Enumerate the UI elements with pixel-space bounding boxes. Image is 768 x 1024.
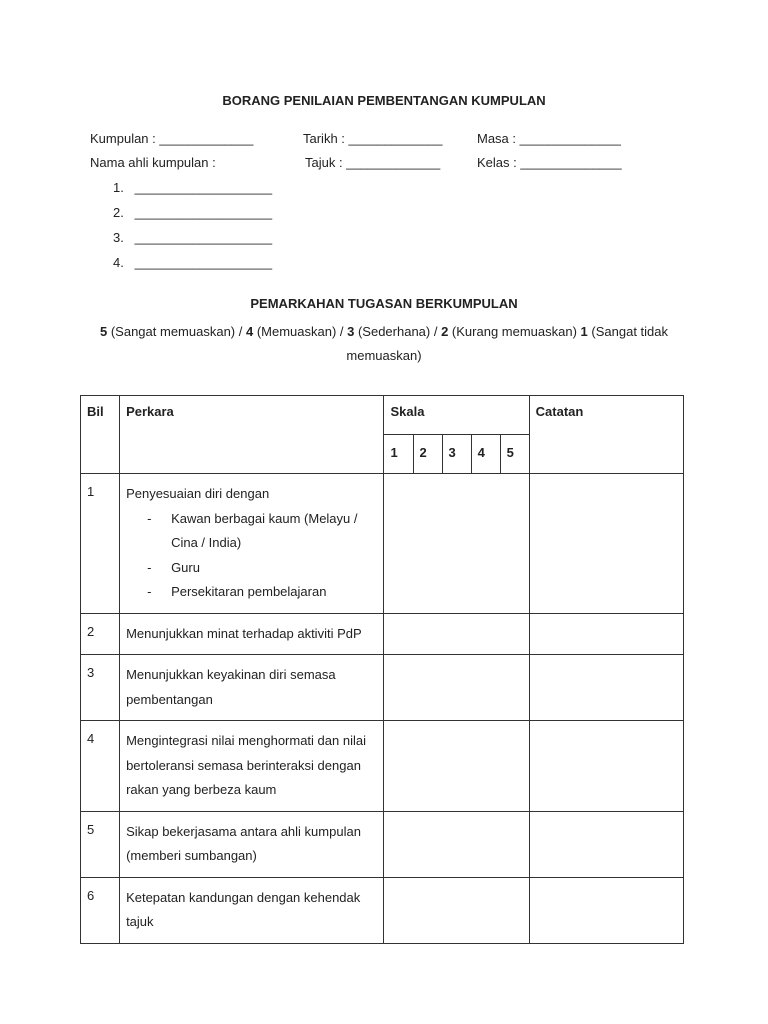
criterion-sub-item bbox=[126, 556, 377, 581]
tajuk-field: Tajuk : _____________ bbox=[305, 155, 441, 170]
member-line-4: 4. ___________________ bbox=[113, 255, 273, 270]
criterion-text: Menunjukkan minat terhadap aktiviti PdP bbox=[120, 613, 384, 655]
scale-2-desc: (Kurang memuaskan) bbox=[448, 324, 581, 339]
member-line-3: 3. ___________________ bbox=[113, 230, 273, 245]
header-row bbox=[81, 396, 684, 435]
catatan-cell[interactable] bbox=[529, 721, 683, 812]
sub-item-text: Guru bbox=[171, 559, 200, 575]
scale-1-desc: (Sangat tidak memuaskan) bbox=[346, 324, 668, 363]
kelas-field: Kelas : ______________ bbox=[477, 155, 622, 170]
scale-cell[interactable] bbox=[384, 655, 529, 721]
dash-bullet: - bbox=[147, 510, 152, 526]
scale-col-3: 3 bbox=[442, 435, 471, 474]
scoring-title: PEMARKAHAN TUGASAN BERKUMPULAN bbox=[250, 296, 518, 311]
table-row bbox=[81, 721, 684, 812]
catatan-cell[interactable] bbox=[529, 474, 683, 614]
scale-cell[interactable] bbox=[384, 474, 529, 614]
row-number: 1 bbox=[81, 474, 120, 614]
criterion-text: Sikap bekerjasama antara ahli kumpulan (memberi sumbangan) bbox=[120, 811, 384, 877]
tarikh-field: Tarikh : _____________ bbox=[303, 131, 443, 146]
catatan-cell[interactable] bbox=[529, 613, 683, 655]
header-catatan: Catatan bbox=[529, 396, 683, 474]
scale-col-5: 5 bbox=[500, 435, 529, 474]
criterion-sub-item bbox=[126, 580, 377, 605]
member-line-1: 1. ___________________ bbox=[113, 180, 273, 195]
dash-bullet: - bbox=[147, 584, 152, 599]
assessment-table bbox=[80, 395, 684, 944]
form-title: BORANG PENILAIAN PEMBENTANGAN KUMPULAN bbox=[222, 93, 546, 108]
criterion-text: Ketepatan kandungan dengan kehendak tajuk bbox=[120, 877, 384, 943]
kumpulan-field: Kumpulan : _____________ bbox=[90, 131, 254, 146]
dash-bullet: - bbox=[147, 559, 152, 575]
scale-3-number: 3 bbox=[347, 324, 355, 339]
row-number: 2 bbox=[81, 613, 120, 655]
catatan-cell[interactable] bbox=[529, 811, 683, 877]
scale-5-desc: (Sangat memuaskan) / bbox=[107, 324, 246, 339]
table-row bbox=[81, 655, 684, 721]
scale-cell[interactable] bbox=[384, 811, 529, 877]
sub-item-text: Kawan berbagai kaum (Melayu / Cina / India) bbox=[171, 510, 358, 550]
scale-cell[interactable] bbox=[384, 721, 529, 812]
nama-ahli-label: Nama ahli kumpulan : bbox=[90, 155, 216, 170]
member-line-2: 2. ___________________ bbox=[113, 205, 273, 220]
criterion-text: Penyesuaian diri dengan bbox=[126, 486, 270, 501]
table-row bbox=[81, 613, 684, 655]
table-row bbox=[81, 877, 684, 943]
scale-4-number: 4 bbox=[245, 324, 254, 339]
row-number: 6 bbox=[81, 877, 120, 943]
criterion-text: Mengintegrasi nilai menghormati dan nilai bertoleransi semasa berinteraksi dengan rakan yang berbeza kaum bbox=[120, 721, 384, 812]
header-perkara: Perkara bbox=[120, 396, 384, 474]
scale-2-number: 2 bbox=[441, 324, 449, 339]
scale-cell[interactable] bbox=[384, 613, 529, 655]
scale-cell[interactable] bbox=[384, 877, 529, 943]
row-number: 4 bbox=[81, 721, 120, 812]
criterion-text: Menunjukkan keyakinan diri semasa pembentangan bbox=[120, 655, 384, 721]
sub-item-text: Persekitaran pembelajaran bbox=[171, 584, 327, 599]
table-row bbox=[81, 474, 684, 614]
catatan-cell[interactable] bbox=[529, 877, 683, 943]
scale-col-4: 4 bbox=[471, 435, 500, 474]
scale-col-2: 2 bbox=[413, 435, 442, 474]
masa-field: Masa : ______________ bbox=[477, 131, 621, 146]
row-number: 3 bbox=[81, 655, 120, 721]
scale-1-number: 1 bbox=[580, 324, 588, 339]
table-row bbox=[81, 811, 684, 877]
scale-4-desc: (Memuaskan) / bbox=[253, 324, 348, 339]
row-number: 5 bbox=[81, 811, 120, 877]
header-skala: Skala bbox=[384, 396, 529, 435]
criterion-sub-item bbox=[126, 507, 377, 556]
criterion-cell bbox=[120, 474, 384, 614]
scale-col-1: 1 bbox=[384, 435, 413, 474]
header-bil: Bil bbox=[81, 396, 120, 474]
scale-5-number: 5 bbox=[100, 324, 108, 339]
scoring-scale-legend bbox=[80, 320, 688, 368]
catatan-cell[interactable] bbox=[529, 655, 683, 721]
scale-3-desc: (Sederhana) / bbox=[354, 324, 442, 339]
